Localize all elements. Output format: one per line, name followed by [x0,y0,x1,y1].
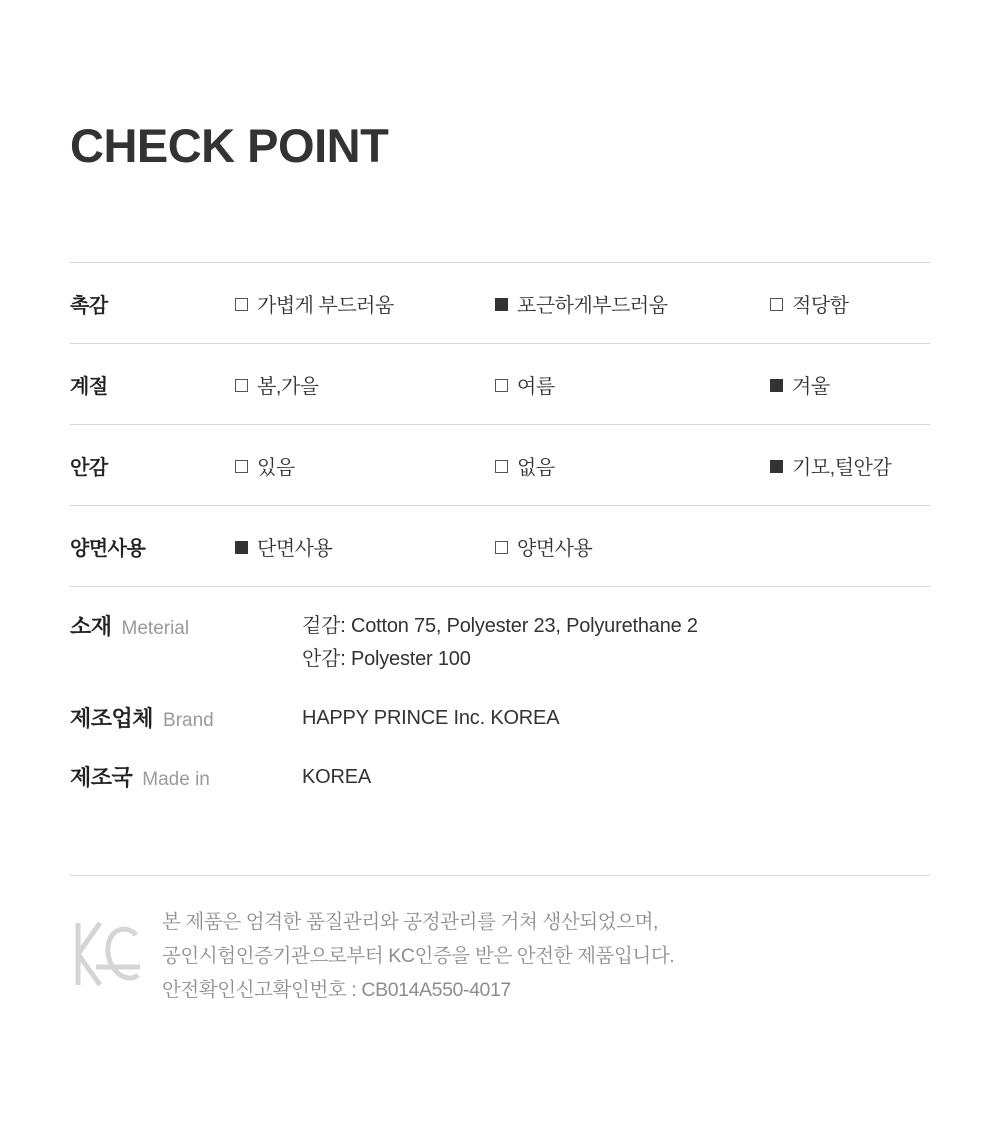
option-season-1[interactable] [495,376,555,398]
info-value-made-in: KOREA [302,766,372,788]
table-row [70,344,930,425]
option-label: 없음 [517,456,555,479]
info-key-en: Brand [163,710,214,731]
checkbox-checked-icon[interactable] [235,541,248,554]
product-info [70,610,930,794]
row-label-lining: 안감 [70,456,108,479]
option-label: 단면사용 [257,537,333,560]
row-label-season: 계절 [70,375,108,398]
info-key-en: Made in [142,769,210,790]
info-key-kr: 제조국 [70,765,133,790]
section-divider [70,875,930,876]
checkbox-checked-icon[interactable] [770,379,783,392]
option-label: 적당함 [792,294,849,317]
info-value-material [302,610,698,676]
kc-notice-text [162,905,674,1007]
option-lining-2[interactable] [770,457,891,479]
option-lining-0[interactable] [235,457,295,479]
info-row-brand [70,702,930,735]
info-row-material [70,610,930,676]
checkbox-checked-icon[interactable] [495,298,508,311]
option-season-2[interactable] [770,376,830,398]
kc-certification-logo-icon [70,905,162,996]
table-row [70,425,930,506]
option-label: 겨울 [792,375,830,398]
info-key-brand [70,702,302,733]
info-key-kr: 소재 [70,614,112,639]
option-label: 기모,털안감 [792,456,892,479]
info-value-brand: HAPPY PRINCE Inc. KOREA [302,707,560,729]
kc-notice-line-3: 안전확인신고확인번호 : CB014A550-4017 [162,979,511,1002]
option-reversible-1[interactable] [495,538,592,560]
option-label: 양면사용 [517,537,593,560]
option-reversible-0[interactable] [235,538,332,560]
option-season-0[interactable] [235,376,319,398]
row-label-touch: 촉감 [70,294,108,317]
option-label: 가볍게 부드러움 [257,294,394,317]
checkbox-unchecked-icon[interactable] [495,460,508,473]
check-point-table [70,262,930,587]
checkbox-unchecked-icon[interactable] [495,541,508,554]
option-label: 봄,가을 [257,375,319,398]
checkbox-unchecked-icon[interactable] [770,298,783,311]
option-touch-0[interactable] [235,295,394,317]
option-touch-2[interactable] [770,295,848,317]
checkbox-checked-icon[interactable] [770,460,783,473]
info-key-en: Meterial [121,618,190,639]
checkbox-unchecked-icon[interactable] [495,379,508,392]
info-key-material [70,610,302,641]
option-lining-1[interactable] [495,457,555,479]
checkbox-unchecked-icon[interactable] [235,460,248,473]
kc-notice [70,905,674,1007]
checkbox-unchecked-icon[interactable] [235,379,248,392]
info-key-kr: 제조업체 [70,706,154,731]
table-row [70,506,930,587]
option-label: 포근하게부드러움 [517,294,668,317]
option-label: 여름 [517,375,555,398]
option-label: 있음 [257,456,295,479]
material-line-lining: 안감: Polyester 100 [302,648,471,670]
kc-notice-line-2: 공인시험인증기관으로부터 KC인증을 받은 안전한 제품입니다. [162,945,675,968]
info-row-made-in [70,761,930,794]
row-label-reversible: 양면사용 [70,537,146,560]
page-title: CHECK POINT [70,119,389,172]
info-key-made-in [70,761,302,792]
material-line-outer: 겉감: Cotton 75, Polyester 23, Polyurethane 2 [302,615,698,637]
kc-notice-line-1: 본 제품은 엄격한 품질관리와 공정관리를 거쳐 생산되었으며, [162,911,659,933]
table-row [70,263,930,344]
option-touch-1[interactable] [495,295,668,317]
checkbox-unchecked-icon[interactable] [235,298,248,311]
